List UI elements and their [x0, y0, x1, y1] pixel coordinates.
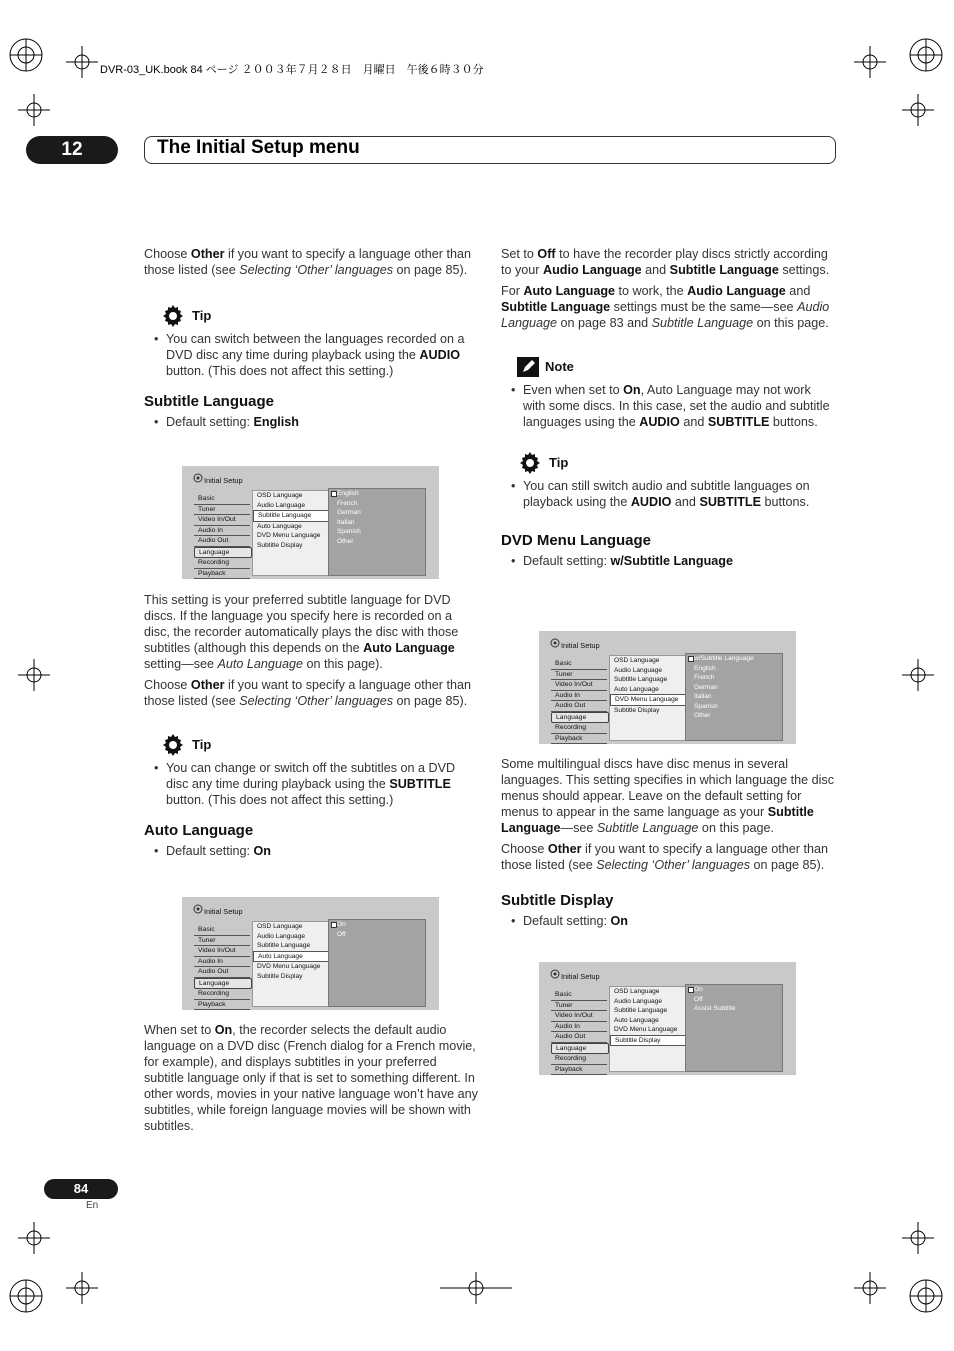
osd-value: Spanish — [694, 702, 718, 710]
osd-value: French — [694, 674, 715, 681]
osd-option: DVD Menu Language — [614, 1026, 678, 1033]
osd-category: Recording — [551, 723, 607, 734]
osd-title: Initial Setup — [204, 907, 243, 916]
lightbulb-icon — [517, 450, 543, 476]
note-heading — [517, 354, 836, 380]
osd-category: Video In/Out — [194, 515, 250, 526]
osd-option-selected: Subtitle Language — [253, 510, 329, 522]
osd-option: Audio Language — [257, 501, 306, 509]
osd-category: Audio In — [551, 691, 607, 702]
osd-category: Audio Out — [194, 967, 250, 978]
osd-category: Playback — [551, 1065, 607, 1076]
osd-category-selected: Language — [194, 978, 252, 990]
osd-category: Video In/Out — [194, 946, 250, 957]
tip-label: Tip — [549, 455, 569, 470]
lightbulb-icon — [160, 303, 186, 329]
intro-paragraph: Choose Other if you want to specify a language other than those listed (see Selecting ‘Other’ languages on page 85). — [144, 247, 471, 277]
osd-option-selected: DVD Menu Language — [610, 694, 686, 706]
osd-option: Subtitle Display — [614, 706, 660, 714]
osd-category: Basic — [551, 990, 607, 1001]
auto-language-requirement: For Auto Language to work, the Audio Language and Subtitle Language settings must be the same—see Audio Language on page 83 and Subtitle Language on this page. — [501, 284, 830, 330]
osd-value: German — [337, 509, 361, 516]
osd-category: Tuner — [194, 505, 250, 516]
osd-category: Basic — [551, 659, 607, 670]
osd-option: Audio Language — [614, 997, 663, 1005]
auto-language-description: When set to On, the recorder selects the default audio language on a DVD disc (French dialog for a French movie, for example), and displays subtitles in your preferred subtitle language only if that is set to something different. In other words, movies in your native language won’t have any subtitles, while foreign language movies will be shown with subtitles. — [144, 1023, 478, 1133]
osd-category: Tuner — [551, 670, 607, 681]
osd-category: Tuner — [551, 1001, 607, 1012]
page-language: En — [86, 1200, 99, 1211]
right-column-top — [501, 246, 836, 569]
osd-value-selected: w/Subtitle Language — [686, 654, 782, 664]
left-column-top — [144, 246, 479, 430]
osd-option: Auto Language — [614, 685, 659, 693]
setup-icon — [193, 473, 203, 483]
osd-option: OSD Language — [257, 923, 303, 930]
osd-option: Subtitle Language — [614, 676, 668, 683]
osd-option: Auto Language — [257, 522, 302, 530]
tip-heading — [517, 450, 836, 476]
setup-icon — [193, 904, 203, 914]
subtitle-language-other: Choose Other if you want to specify a language other than those listed (see Selecting ‘Other’ languages on page 85). — [144, 678, 471, 708]
osd-category: Video In/Out — [551, 1011, 607, 1022]
auto-language-off: Set to Off to have the recorder play discs strictly according to your Audio Language and Subtitle Language settings. — [501, 247, 830, 277]
chapter-title: The Initial Setup menu — [157, 137, 360, 158]
default-setting: • Default setting: English — [144, 414, 479, 430]
section-heading-subtitle-display: Subtitle Display — [501, 892, 614, 909]
osd-option-selected: Subtitle Display — [610, 1035, 686, 1047]
tip-heading — [160, 732, 479, 758]
setup-icon — [550, 969, 560, 979]
osd-category: Recording — [194, 989, 250, 1000]
note-text: • Even when set to On, Auto Language may not work with some discs. In this case, set the audio and subtitle languages using the AUDIO and SUBTITLE buttons. — [501, 382, 836, 430]
tip-text: • You can still switch audio and subtitle languages on playback using the AUDIO and SUBTITLE buttons. — [501, 478, 836, 510]
osd-title: Initial Setup — [561, 972, 600, 981]
osd-category: Audio In — [194, 526, 250, 537]
osd-value: Spanish — [337, 528, 361, 535]
setup-icon — [550, 638, 560, 648]
default-setting: • Default setting: On — [501, 913, 836, 929]
osd-option-selected: Auto Language — [253, 951, 329, 963]
chapter-number: 12 — [26, 136, 118, 164]
osd-category: Basic — [194, 925, 250, 936]
osd-value-selected: English — [329, 489, 425, 499]
osd-category: Audio Out — [551, 1032, 607, 1043]
osd-value: Italian — [694, 693, 712, 700]
osd-option: DVD Menu Language — [257, 963, 321, 970]
osd-value: French — [337, 499, 358, 507]
osd-value-selected: On — [329, 920, 425, 930]
osd-category: Video In/Out — [551, 680, 607, 691]
section-heading-dvd-menu-language: DVD Menu Language — [501, 532, 652, 549]
osd-value: Italian — [337, 518, 355, 526]
osd-category-selected: Language — [551, 1043, 609, 1055]
osd-option: OSD Language — [614, 988, 660, 995]
osd-category: Playback — [551, 734, 607, 745]
tip-label: Tip — [192, 737, 212, 752]
osd-value: Other — [694, 712, 711, 719]
subtitle-language-description: This setting is your preferred subtitle language for DVD discs. If the language you specify here is recorded on a disc, the recorder automatically plays the disc with those subtitles (although this depends on the Auto Language setting—see Auto Language on this page). — [144, 593, 459, 671]
osd-option: Subtitle Language — [614, 1007, 668, 1014]
osd-option: Auto Language — [614, 1016, 659, 1024]
osd-screen-auto-language — [182, 897, 439, 1010]
osd-category: Basic — [194, 494, 250, 505]
note-label: Note — [545, 359, 574, 374]
osd-value: German — [694, 683, 718, 691]
osd-option: OSD Language — [257, 492, 303, 499]
osd-category: Recording — [551, 1054, 607, 1065]
osd-screen-subtitle-language — [182, 466, 439, 579]
left-column-middle — [144, 592, 479, 859]
dvd-menu-language-description: Some multilingual discs have disc menus in several languages. This setting specifies in which language the disc menus should appear. Leave on the default setting for menus to appear in the same language as your Subtitle Language—see Subtitle Language on this page. — [501, 757, 835, 835]
tip-text: • You can switch between the languages recorded on a DVD disc any time during playback using the AUDIO button. (This does not affect this setting.) — [144, 331, 479, 379]
osd-category-selected: Language — [551, 712, 609, 724]
print-header: DVR-03_UK.book 84 ページ ２００３年７月２８日 月曜日 午後６時３０分 — [100, 64, 484, 76]
osd-category-selected: Language — [194, 547, 252, 559]
osd-category: Audio In — [551, 1022, 607, 1033]
osd-category: Playback — [194, 1000, 250, 1011]
osd-title: Initial Setup — [204, 476, 243, 485]
left-column-bottom — [144, 1022, 479, 1139]
page-number: 84 — [44, 1179, 118, 1199]
osd-option: Subtitle Display — [257, 541, 303, 549]
osd-category: Audio Out — [194, 536, 250, 547]
tip-text: • You can change or switch off the subtitles on a DVD disc any time during playback using the SUBTITLE button. (This does not affect this setting.) — [144, 760, 479, 808]
osd-value: Off — [337, 930, 346, 938]
tip-label: Tip — [192, 308, 212, 323]
osd-option: Subtitle Display — [257, 972, 303, 980]
osd-value: Off — [694, 995, 703, 1003]
lightbulb-icon — [160, 732, 186, 758]
osd-option: DVD Menu Language — [257, 532, 321, 539]
osd-screen-subtitle-display — [539, 962, 796, 1075]
osd-category: Playback — [194, 569, 250, 580]
default-setting: • Default setting: w/Subtitle Language — [501, 553, 836, 569]
dvd-menu-language-other: Choose Other if you want to specify a language other than those listed (see Selecting ‘Other’ languages on page 85). — [501, 842, 828, 872]
osd-category: Recording — [194, 558, 250, 569]
osd-option: Audio Language — [614, 666, 663, 674]
osd-option: Subtitle Language — [257, 942, 311, 949]
default-setting: • Default setting: On — [144, 843, 479, 859]
section-heading-subtitle-language: Subtitle Language — [144, 393, 275, 410]
osd-value: English — [694, 664, 716, 672]
right-column-bottom — [501, 756, 836, 929]
osd-value: Other — [337, 537, 354, 545]
tip-heading — [160, 303, 479, 329]
osd-value-selected: On — [686, 985, 782, 995]
osd-option: OSD Language — [614, 657, 660, 664]
osd-option: Audio Language — [257, 932, 306, 940]
osd-category: Tuner — [194, 936, 250, 947]
osd-category: Audio Out — [551, 701, 607, 712]
osd-title: Initial Setup — [561, 641, 600, 650]
osd-category: Audio In — [194, 957, 250, 968]
pencil-note-icon — [517, 357, 539, 377]
osd-value: Assist Subtitle — [694, 1005, 736, 1012]
section-heading-auto-language: Auto Language — [144, 822, 254, 839]
osd-screen-dvd-menu-language — [539, 631, 796, 744]
